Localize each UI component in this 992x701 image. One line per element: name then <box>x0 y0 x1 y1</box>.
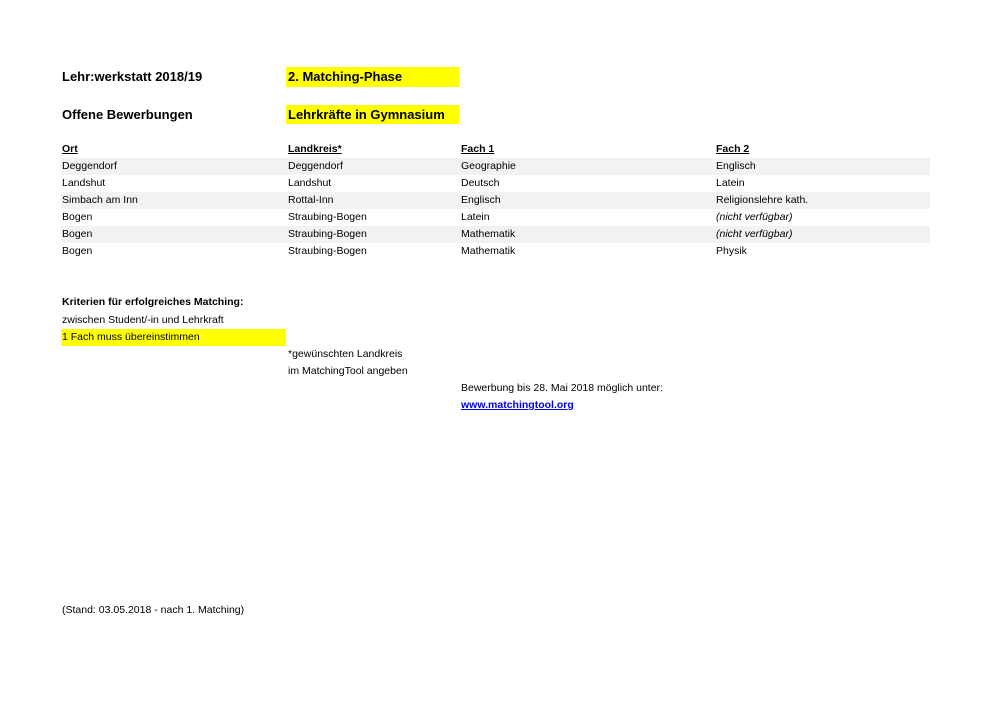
cell-landkreis: Deggendorf <box>288 160 343 172</box>
column-header-ort: Ort <box>62 143 78 155</box>
column-header-fach2: Fach 2 <box>716 143 750 155</box>
cell-ort: Deggendorf <box>62 160 117 172</box>
cell-fach2: Englisch <box>716 160 756 172</box>
cell-landkreis: Straubing-Bogen <box>288 228 367 240</box>
phase-label: 2. Matching-Phase <box>286 67 459 87</box>
column-header-fach1: Fach 1 <box>461 143 495 155</box>
cell-fach1: Latein <box>461 211 490 223</box>
cell-fach1: Mathematik <box>461 245 516 257</box>
cell-landkreis: Rottal-Inn <box>288 194 334 206</box>
cell-fach1: Geographie <box>461 160 516 172</box>
footnote-line: im MatchingTool angeben <box>288 365 408 377</box>
document-title: Lehr:werkstatt 2018/19 <box>62 69 203 84</box>
cell-fach1: Mathematik <box>461 228 516 240</box>
column-header-landkreis: Landkreis* <box>288 143 342 155</box>
stand-note: (Stand: 03.05.2018 - nach 1. Matching) <box>62 604 245 616</box>
cell-fach2: (nicht verfügbar) <box>716 228 793 240</box>
cell-fach2: (nicht verfügbar) <box>716 211 793 223</box>
cell-ort: Simbach am Inn <box>62 194 138 206</box>
cell-landkreis: Straubing-Bogen <box>288 245 367 257</box>
cell-fach2: Latein <box>716 177 745 189</box>
cell-ort: Bogen <box>62 228 93 240</box>
criteria-line: zwischen Student/-in und Lehrkraft <box>62 314 224 326</box>
cell-ort: Landshut <box>62 177 106 189</box>
cell-fach1: Englisch <box>461 194 501 206</box>
subtitle: Offene Bewerbungen <box>62 107 193 122</box>
criteria-heading: Kriterien für erfolgreiches Matching: <box>62 296 244 308</box>
matchingtool-link[interactable]: www.matchingtool.org <box>461 399 574 411</box>
criteria-highlight: 1 Fach muss übereinstimmen <box>61 329 286 346</box>
cell-ort: Bogen <box>62 211 93 223</box>
footnote-line: *gewünschten Landkreis <box>288 348 403 360</box>
cell-landkreis: Straubing-Bogen <box>288 211 367 223</box>
cell-ort: Bogen <box>62 245 93 257</box>
school-type-label: Lehrkräfte in Gymnasium <box>286 105 459 124</box>
cell-landkreis: Landshut <box>288 177 332 189</box>
cell-fach1: Deutsch <box>461 177 500 189</box>
cell-fach2: Religionslehre kath. <box>716 194 809 206</box>
application-text: Bewerbung bis 28. Mai 2018 möglich unter: <box>461 382 663 394</box>
cell-fach2: Physik <box>716 245 747 257</box>
